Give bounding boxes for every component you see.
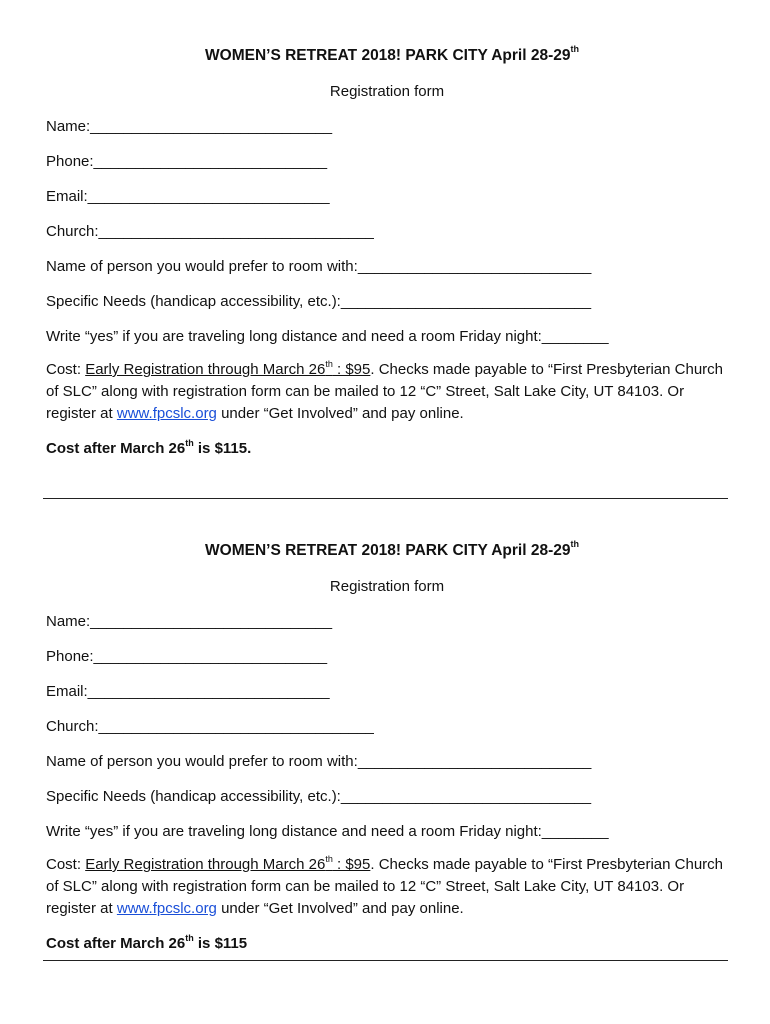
cost-paragraph bbox=[46, 854, 728, 920]
friday-night-field[interactable]: Write “yes” if you are traveling long distance and need a room Friday night:________ bbox=[46, 328, 609, 345]
form-subtitle: Registration form bbox=[329, 578, 445, 595]
cost-details-end: under “Get Involved” and pay online. bbox=[216, 405, 464, 422]
cost-paragraph bbox=[46, 359, 728, 425]
cost-label: Cost: bbox=[46, 361, 86, 378]
form-title-sup: th bbox=[570, 539, 579, 549]
phone-field[interactable]: Phone:____________________________ bbox=[46, 648, 328, 665]
cost-label: Cost: bbox=[46, 856, 86, 873]
registration-link[interactable]: www.fpcslc.org bbox=[116, 900, 217, 917]
early-registration-sup: th bbox=[325, 359, 333, 369]
form-title-text: WOMEN’S RETREAT 2018! PARK CITY April 28-29 bbox=[205, 47, 571, 64]
late-cost-price: is $115. bbox=[193, 440, 252, 457]
email-field[interactable]: Email:_____________________________ bbox=[46, 188, 330, 205]
form-title bbox=[56, 44, 728, 68]
cost-details: . Checks made payable to “First Presbyterian Church of SLC” along with registration form can be mailed to 12 “C” Street, Salt Lake City, UT 84103. Or register at bbox=[46, 856, 724, 917]
cut-line-divider bbox=[43, 498, 728, 499]
early-registration-date: Early Registration through March 26 bbox=[85, 856, 326, 873]
cost-details-end: under “Get Involved” and pay online. bbox=[216, 900, 464, 917]
form-title-sup: th bbox=[570, 44, 579, 54]
church-field[interactable]: Church:_________________________________ bbox=[46, 718, 374, 735]
late-cost-sup: th bbox=[185, 933, 194, 943]
roommate-field[interactable]: Name of person you would prefer to room with:____________________________ bbox=[46, 258, 592, 275]
late-cost-text: Cost after March 26 bbox=[46, 935, 186, 952]
late-cost-sup: th bbox=[185, 438, 194, 448]
special-needs-field[interactable]: Specific Needs (handicap accessibility, etc.):______________________________ bbox=[46, 293, 592, 310]
late-cost-text: Cost after March 26 bbox=[46, 440, 186, 457]
form-title bbox=[56, 539, 728, 563]
early-registration-date: Early Registration through March 26 bbox=[85, 361, 326, 378]
registration-form-bottom bbox=[46, 539, 728, 955]
registration-link[interactable]: www.fpcslc.org bbox=[116, 405, 217, 422]
early-registration-price: : $95 bbox=[332, 361, 371, 378]
late-cost-line bbox=[46, 933, 728, 955]
form-title-text: WOMEN’S RETREAT 2018! PARK CITY April 28-29 bbox=[205, 542, 571, 559]
late-cost-line bbox=[46, 438, 728, 460]
early-registration-text bbox=[85, 361, 370, 378]
church-field[interactable]: Church:_________________________________ bbox=[46, 223, 374, 240]
registration-form-top bbox=[46, 44, 728, 460]
cost-details: . Checks made payable to “First Presbyterian Church of SLC” along with registration form can be mailed to 12 “C” Street, Salt Lake City, UT 84103. Or register at bbox=[46, 361, 724, 422]
phone-field[interactable]: Phone:____________________________ bbox=[46, 153, 328, 170]
late-cost-price: is $115 bbox=[193, 935, 248, 952]
bottom-rule bbox=[43, 960, 728, 961]
early-registration-sup: th bbox=[325, 854, 333, 864]
name-field[interactable]: Name:_____________________________ bbox=[46, 613, 333, 630]
special-needs-field[interactable]: Specific Needs (handicap accessibility, etc.):______________________________ bbox=[46, 788, 592, 805]
name-field[interactable]: Name:_____________________________ bbox=[46, 118, 333, 135]
roommate-field[interactable]: Name of person you would prefer to room with:____________________________ bbox=[46, 753, 592, 770]
form-subtitle: Registration form bbox=[329, 83, 445, 100]
email-field[interactable]: Email:_____________________________ bbox=[46, 683, 330, 700]
friday-night-field[interactable]: Write “yes” if you are traveling long distance and need a room Friday night:________ bbox=[46, 823, 609, 840]
early-registration-text bbox=[85, 856, 370, 873]
early-registration-price: : $95 bbox=[332, 856, 371, 873]
